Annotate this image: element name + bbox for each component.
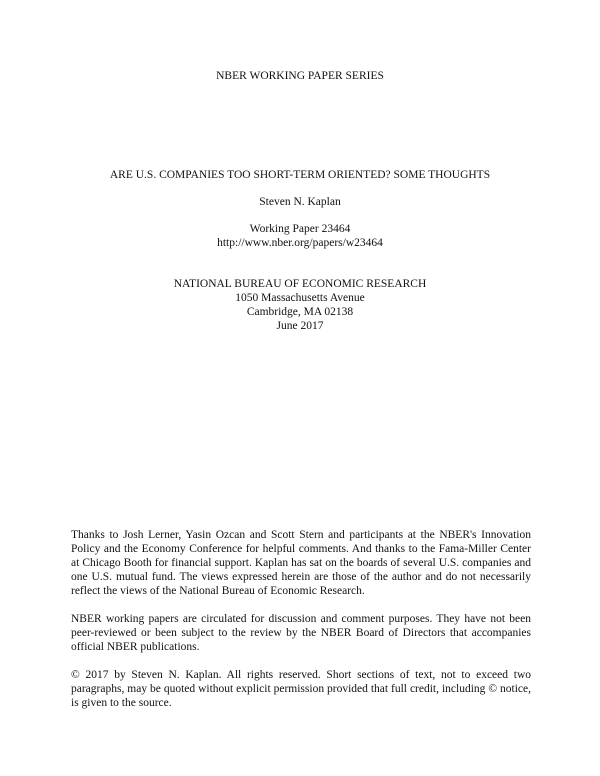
institution-name: NATIONAL BUREAU OF ECONOMIC RESEARCH	[173, 278, 427, 290]
institution-city: Cambridge, MA 02138	[246, 306, 354, 318]
acknowledgments-paragraph: Thanks to Josh Lerner, Yasin Ozcan and Scott Stern and participants at the NBER's Innovation Policy and the Economy Conference for helpful comments. And thanks to the Fama-Miller Center at Chicago Booth for financial support. Kaplan has sat on the boards of several U.S. companies and one U.S. mutual fund. The views expressed herein are those of the author and do not necessarily reflect the views of the National Bureau of Economic Research.	[71, 529, 531, 597]
paper-url[interactable]: http://www.nber.org/papers/w23464	[217, 237, 383, 249]
publication-date: June 2017	[276, 320, 324, 332]
copyright-paragraph: © 2017 by Steven N. Kaplan. All rights reserved. Short sections of text, not to exceed two paragraphs, may be quoted without explicit permission provided that full credit, including © notice, is given to the source.	[71, 669, 531, 709]
disclaimer-paragraph: NBER working papers are circulated for discussion and comment purposes. They have not been peer-reviewed or been subject to the review by the NBER Board of Directors that accompanies official NBER publications.	[71, 613, 531, 653]
institution-street: 1050 Massachusetts Avenue	[235, 292, 365, 304]
author-name: Steven N. Kaplan	[259, 196, 341, 208]
working-paper-number: Working Paper 23464	[249, 223, 351, 235]
paper-title: ARE U.S. COMPANIES TOO SHORT-TERM ORIENTED? SOME THOUGHTS	[109, 169, 491, 181]
series-heading: NBER WORKING PAPER SERIES	[216, 70, 384, 82]
